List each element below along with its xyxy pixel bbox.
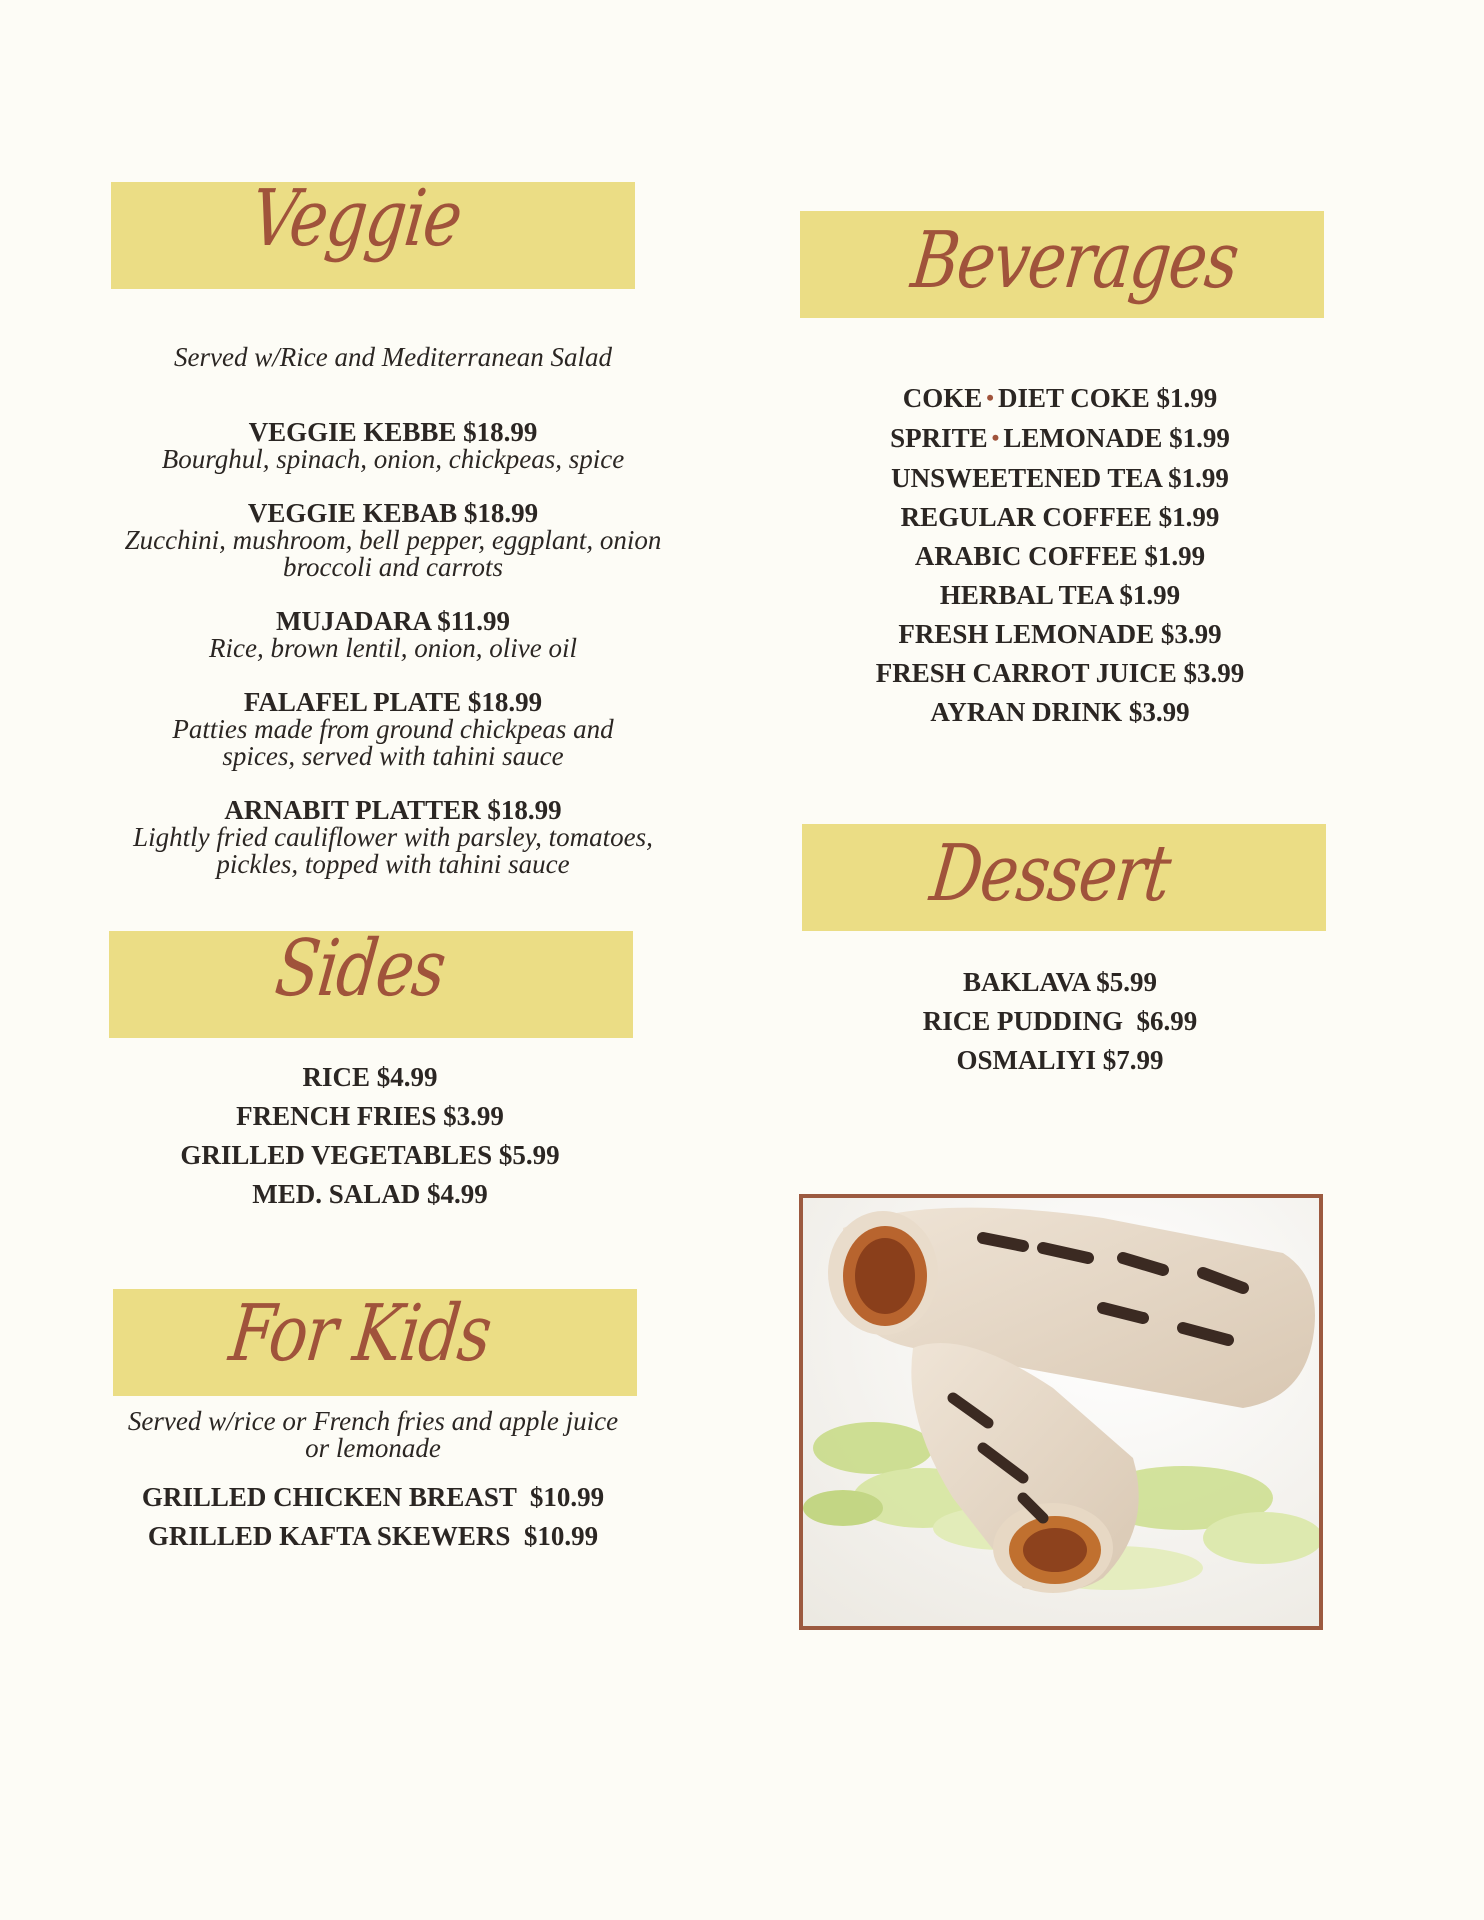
veggie-item-description: pickles, topped with tahini sauce xyxy=(216,849,570,879)
dessert-menu-item: OSMALIYI $7.99 xyxy=(956,1045,1164,1075)
beverage-item-text: ARABIC COFFEE $1.99 xyxy=(914,541,1206,571)
dessert-section xyxy=(810,963,1310,1080)
dessert-menu-item: BAKLAVA $5.99 xyxy=(962,967,1158,997)
sides-menu-item: RICE $4.99 xyxy=(302,1062,438,1092)
sides-title: Sides xyxy=(270,924,450,1014)
kids-item-list xyxy=(90,1478,656,1556)
beverage-item-text: HERBAL TEA $1.99 xyxy=(939,580,1181,610)
beverage-menu-item xyxy=(790,693,1330,732)
beverages-item-list xyxy=(790,379,1330,732)
veggie-menu-item xyxy=(90,607,696,662)
beverage-item-text: AYRAN DRINK $3.99 xyxy=(930,697,1190,727)
veggie-item-description: Rice, brown lentil, onion, olive oil xyxy=(209,633,577,663)
shawarma-wrap-photo xyxy=(799,1194,1323,1630)
sides-section xyxy=(90,1058,650,1214)
kids-note-line-2: or lemonade xyxy=(305,1433,441,1463)
separator-dot-icon: • xyxy=(986,385,994,410)
separator-dot-icon: • xyxy=(991,425,1000,450)
beverage-item-text: DIET COKE $1.99 xyxy=(997,383,1218,413)
kids-section xyxy=(90,1408,656,1556)
beverage-item-text: SPRITE xyxy=(890,423,988,453)
beverages-section xyxy=(790,379,1330,732)
beverage-menu-item xyxy=(790,615,1330,654)
veggie-item-description: Lightly fried cauliflower with parsley, tomatoes, xyxy=(133,822,653,852)
veggie-item-list xyxy=(90,418,696,878)
sides-item-list xyxy=(90,1058,650,1214)
beverage-item-text: COKE xyxy=(902,383,983,413)
veggie-item-description: Patties made from ground chickpeas and xyxy=(172,714,614,744)
veggie-item-name: VEGGIE KEBAB $18.99 xyxy=(247,498,539,528)
beverage-menu-item xyxy=(790,459,1330,498)
veggie-item-description: spices, served with tahini sauce xyxy=(222,741,564,771)
veggie-section xyxy=(90,344,696,904)
veggie-item-name: MUJADARA $11.99 xyxy=(276,606,510,636)
sides-menu-item: MED. SALAD $4.99 xyxy=(252,1179,488,1209)
kids-note-line-1: Served w/rice or French fries and apple juice xyxy=(127,1406,619,1436)
kids-menu-item: GRILLED CHICKEN BREAST $10.99 xyxy=(141,1482,605,1512)
veggie-item-description: Zucchini, mushroom, bell pepper, eggplant, onion xyxy=(124,525,662,555)
dessert-title: Dessert xyxy=(926,829,1174,919)
dessert-item-list xyxy=(810,963,1310,1080)
wrap-photo-illustration xyxy=(803,1198,1319,1626)
beverage-item-text: UNSWEETENED TEA $1.99 xyxy=(891,463,1229,493)
beverage-menu-item xyxy=(790,419,1330,459)
veggie-menu-item xyxy=(90,499,696,581)
beverage-item-text: FRESH LEMONADE $3.99 xyxy=(898,619,1222,649)
beverage-menu-item xyxy=(790,576,1330,615)
veggie-menu-item xyxy=(90,796,696,878)
sides-menu-item: GRILLED VEGETABLES $5.99 xyxy=(180,1140,560,1170)
beverage-menu-item xyxy=(790,537,1330,576)
veggie-title: Veggie xyxy=(246,174,466,264)
veggie-item-name: FALAFEL PLATE $18.99 xyxy=(243,687,543,717)
beverages-title: Beverages xyxy=(907,216,1242,306)
beverage-item-text: FRESH CARROT JUICE $3.99 xyxy=(875,658,1245,688)
veggie-item-description: broccoli and carrots xyxy=(283,552,503,582)
veggie-menu-item xyxy=(90,418,696,473)
beverage-menu-item xyxy=(790,379,1330,419)
veggie-item-name: VEGGIE KEBBE $18.99 xyxy=(248,417,538,447)
beverage-menu-item xyxy=(790,498,1330,537)
beverage-menu-item xyxy=(790,654,1330,693)
veggie-note: Served w/Rice and Mediterranean Salad xyxy=(174,342,612,372)
kids-menu-item: GRILLED KAFTA SKEWERS $10.99 xyxy=(147,1521,599,1551)
dessert-menu-item: RICE PUDDING $6.99 xyxy=(922,1006,1198,1036)
veggie-item-name: ARNABIT PLATTER $18.99 xyxy=(224,795,562,825)
kids-title: For Kids xyxy=(225,1289,495,1379)
veggie-menu-item xyxy=(90,688,696,770)
beverage-item-text: REGULAR COFFEE $1.99 xyxy=(900,502,1220,532)
sides-menu-item: FRENCH FRIES $3.99 xyxy=(236,1101,504,1131)
beverage-item-text: LEMONADE $1.99 xyxy=(1003,423,1230,453)
veggie-item-description: Bourghul, spinach, onion, chickpeas, spice xyxy=(161,444,625,474)
